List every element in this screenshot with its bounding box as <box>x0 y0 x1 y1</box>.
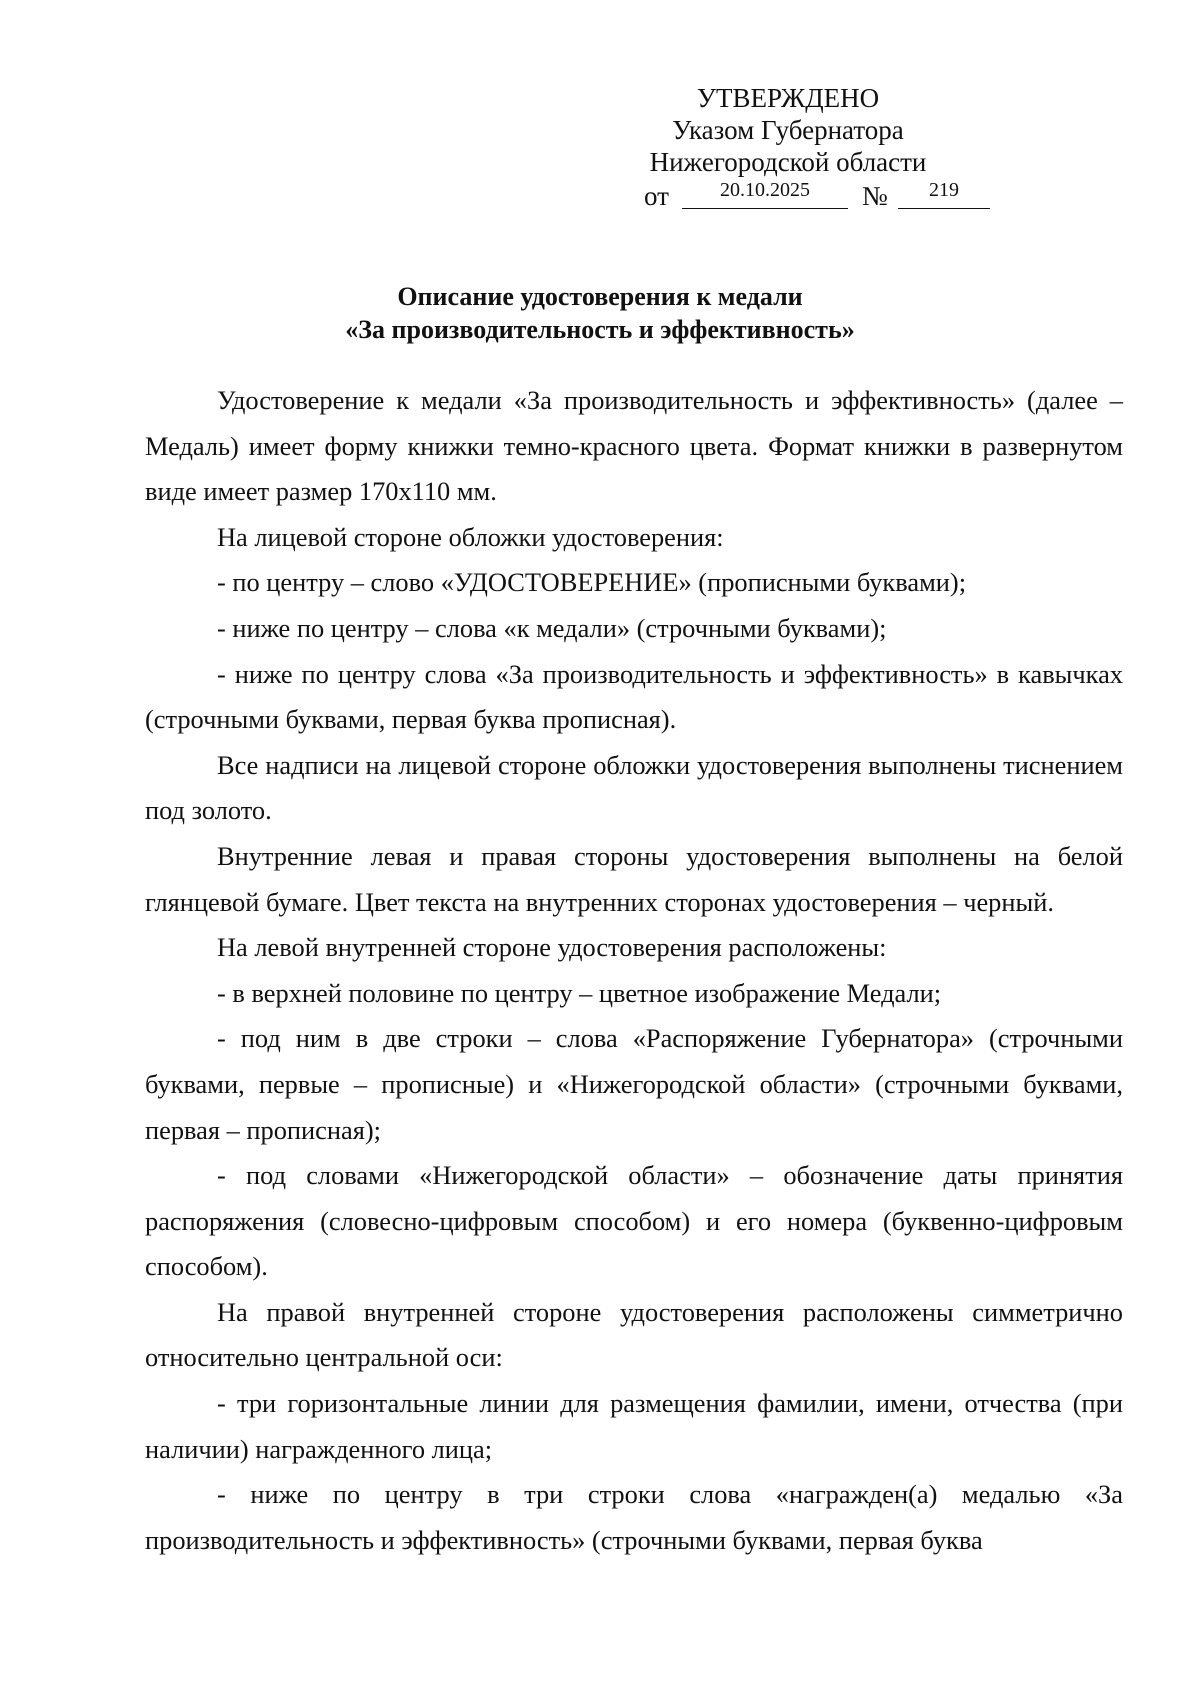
approval-stamp <box>614 82 962 212</box>
paragraph: Удостоверение к медали «За производительность и эффективность» (далее – Медаль) имеет форму книжки темно-красного цвета. Формат книжки в развернутом виде имеет размер 170х110 мм. <box>145 385 1123 507</box>
list-item: - ниже по центру в три строки слова «награжден(а) медалью «За производительность и эффективность» (строчными буквами, первая буква <box>145 1479 1123 1555</box>
document-body <box>145 378 1123 1563</box>
approval-authority: Указом Губернатора <box>672 115 904 145</box>
approval-date-row <box>614 178 962 212</box>
list-item: - три горизонтальные линии для размещения фамилии, имени, отчества (при наличии) награжденного лица; <box>145 1388 1123 1464</box>
list-item: - под словами «Нижегородской области» – обозначение даты принятия распоряжения (словесно-цифровым способом) и его номера (буквенно-цифровым способом). <box>145 1160 1123 1282</box>
paragraph: Внутренние левая и правая стороны удостоверения выполнены на белой глянцевой бумаге. Цвет текста на внутренних сторонах удостоверения – черный. <box>145 840 1123 917</box>
date-prefix: от <box>644 181 669 211</box>
list-item: - под ним в две строки – слова «Распоряжение Губернатора» (строчными буквами, первые – прописные) и «Нижегородской области» (строчными буквами, первая – прописная); <box>145 1023 1123 1145</box>
title-line-1: Описание удостоверения к медали <box>397 282 803 311</box>
list-item: - по центру – слово «УДОСТОВЕРЕНИЕ» (прописными буквами); <box>217 567 967 598</box>
approval-region: Нижегородской области <box>649 147 927 177</box>
title-line-2: «За производительность и эффективность» <box>345 315 855 344</box>
decree-number: 219 <box>898 178 990 209</box>
list-item: - ниже по центру – слова «к медали» (строчными буквами); <box>217 612 887 643</box>
paragraph: На левой внутренней стороне удостоверения расположены: <box>217 932 887 963</box>
approval-heading: УТВЕРЖДЕНО <box>696 83 880 113</box>
paragraph: На правой внутренней стороне удостоверения расположены симметрично относительно центральной оси: <box>145 1296 1123 1373</box>
decree-date: 20.10.2025 <box>682 178 848 209</box>
number-sign: № <box>862 181 888 211</box>
paragraph: Все надписи на лицевой стороне обложки удостоверения выполнены тиснением под золото. <box>145 749 1123 826</box>
document-title <box>130 280 1070 346</box>
list-item: - ниже по центру слова «За производительность и эффективность» в кавычках (строчными буквами, первая буква прописная). <box>145 658 1123 735</box>
paragraph: На лицевой стороне обложки удостоверения: <box>217 521 724 552</box>
list-item: - в верхней половине по центру – цветное изображение Медали; <box>217 977 942 1008</box>
